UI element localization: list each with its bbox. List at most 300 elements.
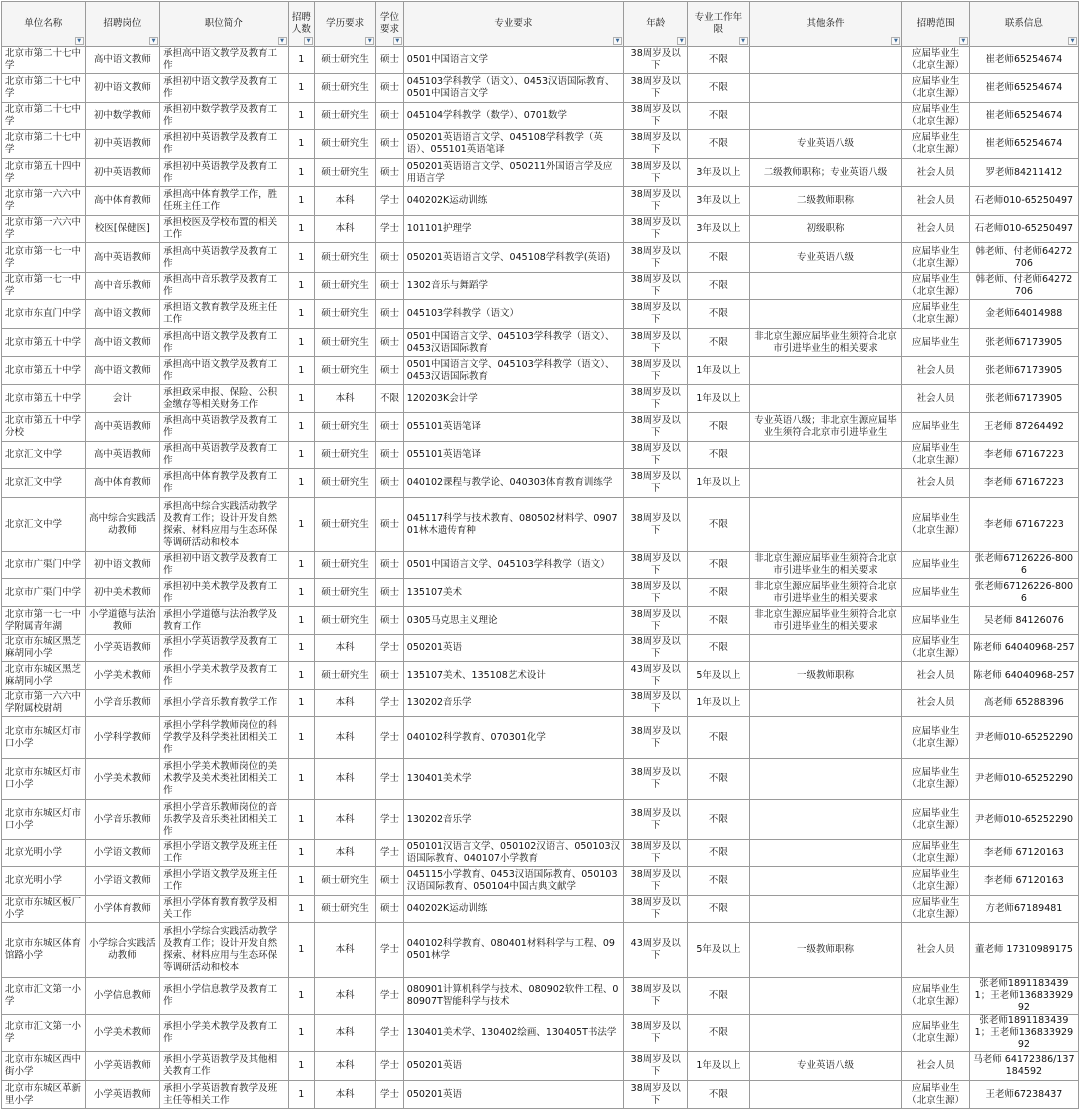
header-other-conditions[interactable]: 其他条件 ▼ [749,2,902,47]
cell-work-years[interactable]: 不限 [688,498,749,552]
cell-age[interactable]: 38周岁及以下 [624,273,688,300]
cell-work-years[interactable]: 不限 [688,130,749,159]
cell-work-years[interactable]: 5年及以上 [688,662,749,690]
cell-other-conditions[interactable]: 专业英语八级；非北京生源应届毕业生须符合北京市引进毕业生 [749,413,902,442]
cell-age[interactable]: 38周岁及以下 [624,413,688,442]
cell-position[interactable]: 校医[保健医] [85,216,159,243]
cell-age[interactable]: 38周岁及以下 [624,635,688,662]
cell-recruit-scope[interactable]: 应届毕业生（北京生源） [902,896,969,923]
cell-position[interactable]: 会计 [85,385,159,413]
cell-unit-name[interactable]: 北京市东城区西中街小学 [2,1052,86,1081]
filter-dropdown-icon[interactable]: ▼ [891,37,900,45]
cell-recruit-scope[interactable]: 应届毕业生（北京生源） [902,867,969,896]
cell-major[interactable]: 0501中国语言文学、045103学科教学（语文）、0453汉语国际教育 [403,357,623,385]
cell-recruit-scope[interactable]: 应届毕业生（北京生源） [902,442,969,469]
cell-age[interactable]: 43周岁及以下 [624,923,688,978]
cell-position[interactable]: 初中语文教师 [85,74,159,103]
cell-position[interactable]: 初中英语教师 [85,159,159,187]
cell-degree[interactable]: 硕士 [376,607,404,635]
cell-work-years[interactable]: 不限 [688,552,749,579]
cell-unit-name[interactable]: 北京市汇文第一小学 [2,1015,86,1052]
cell-degree[interactable]: 学士 [376,923,404,978]
cell-degree[interactable]: 学士 [376,717,404,759]
header-age[interactable]: 年龄 ▼ [624,2,688,47]
cell-position[interactable]: 小学英语教师 [85,1052,159,1081]
cell-degree[interactable]: 学士 [376,1015,404,1052]
cell-unit-name[interactable]: 北京市汇文第一小学 [2,978,86,1015]
cell-recruit-scope[interactable]: 应届毕业生（北京生源） [902,243,969,273]
cell-headcount[interactable]: 1 [288,867,315,896]
cell-degree[interactable]: 硕士 [376,442,404,469]
cell-other-conditions[interactable]: 一级教师职称 [749,923,902,978]
cell-headcount[interactable]: 1 [288,413,315,442]
cell-work-years[interactable]: 不限 [688,243,749,273]
header-contact[interactable]: 联系信息 ▼ [969,2,1078,47]
cell-degree[interactable]: 硕士 [376,469,404,498]
cell-major[interactable]: 101101护理学 [403,216,623,243]
cell-work-years[interactable]: 不限 [688,867,749,896]
cell-age[interactable]: 38周岁及以下 [624,759,688,800]
cell-recruit-scope[interactable]: 应届毕业生（北京生源） [902,759,969,800]
cell-other-conditions[interactable] [749,717,902,759]
cell-other-conditions[interactable] [749,442,902,469]
cell-contact[interactable]: 张老师18911834391；王老师13683392992 [969,1015,1078,1052]
cell-unit-name[interactable]: 北京市第一七一中学 [2,243,86,273]
cell-education[interactable]: 本科 [315,635,376,662]
cell-headcount[interactable]: 1 [288,442,315,469]
cell-education[interactable]: 硕士研究生 [315,498,376,552]
header-recruit-scope[interactable]: 招聘范围 ▼ [902,2,969,47]
cell-headcount[interactable]: 1 [288,357,315,385]
cell-degree[interactable]: 学士 [376,1052,404,1081]
cell-recruit-scope[interactable]: 社会人员 [902,357,969,385]
cell-job-description[interactable]: 承担小学科学教师岗位的科学教学及科学类社团相关工作 [160,717,289,759]
cell-headcount[interactable]: 1 [288,469,315,498]
cell-position[interactable]: 初中美术教师 [85,579,159,607]
cell-job-description[interactable]: 承担小学语文教学及班主任工作 [160,867,289,896]
cell-position[interactable]: 小学综合实践活动教师 [85,923,159,978]
cell-contact[interactable]: 崔老师65254674 [969,103,1078,130]
cell-other-conditions[interactable] [749,47,902,74]
cell-work-years[interactable]: 1年及以上 [688,469,749,498]
cell-other-conditions[interactable]: 专业英语八级 [749,1052,902,1081]
cell-headcount[interactable]: 1 [288,840,315,867]
cell-unit-name[interactable]: 北京市东城区灯市口小学 [2,717,86,759]
cell-job-description[interactable]: 承担小学信息教学及教育工作 [160,978,289,1015]
cell-job-description[interactable]: 承担初中英语教学及教育工作 [160,159,289,187]
cell-other-conditions[interactable] [749,498,902,552]
cell-recruit-scope[interactable]: 社会人员 [902,216,969,243]
filter-dropdown-icon[interactable]: ▼ [677,37,686,45]
cell-degree[interactable]: 硕士 [376,273,404,300]
cell-education[interactable]: 硕士研究生 [315,469,376,498]
cell-headcount[interactable]: 1 [288,187,315,216]
cell-age[interactable]: 38周岁及以下 [624,840,688,867]
cell-major[interactable]: 1302音乐与舞蹈学 [403,273,623,300]
cell-contact[interactable]: 崔老师65254674 [969,74,1078,103]
cell-degree[interactable]: 硕士 [376,47,404,74]
cell-age[interactable]: 38周岁及以下 [624,690,688,717]
cell-contact[interactable]: 韩老师、付老师64272706 [969,243,1078,273]
cell-age[interactable]: 38周岁及以下 [624,74,688,103]
cell-recruit-scope[interactable]: 应届毕业生 [902,579,969,607]
cell-headcount[interactable]: 1 [288,329,315,357]
cell-age[interactable]: 38周岁及以下 [624,896,688,923]
cell-education[interactable]: 本科 [315,978,376,1015]
cell-job-description[interactable]: 承担小学体育教育教学及相关工作 [160,896,289,923]
cell-work-years[interactable]: 3年及以上 [688,187,749,216]
cell-job-description[interactable]: 承担初中语文教学及教育工作 [160,552,289,579]
filter-dropdown-icon[interactable]: ▼ [393,37,402,45]
cell-headcount[interactable]: 1 [288,896,315,923]
cell-other-conditions[interactable]: 非北京生源应届毕业生须符合北京市引进毕业生的相关要求 [749,607,902,635]
cell-age[interactable]: 38周岁及以下 [624,159,688,187]
cell-education[interactable]: 本科 [315,759,376,800]
cell-education[interactable]: 硕士研究生 [315,896,376,923]
cell-age[interactable]: 38周岁及以下 [624,552,688,579]
cell-education[interactable]: 本科 [315,1015,376,1052]
cell-other-conditions[interactable] [749,978,902,1015]
cell-age[interactable]: 38周岁及以下 [624,243,688,273]
cell-degree[interactable]: 硕士 [376,130,404,159]
cell-headcount[interactable]: 1 [288,243,315,273]
cell-degree[interactable]: 硕士 [376,579,404,607]
cell-degree[interactable]: 不限 [376,385,404,413]
cell-degree[interactable]: 学士 [376,187,404,216]
cell-job-description[interactable]: 承担校医及学校布置的相关工作 [160,216,289,243]
cell-contact[interactable]: 崔老师65254674 [969,47,1078,74]
cell-job-description[interactable]: 承担初中语文教学及教育工作 [160,74,289,103]
cell-recruit-scope[interactable]: 应届毕业生（北京生源） [902,635,969,662]
cell-contact[interactable]: 张老师67126226-8006 [969,579,1078,607]
cell-major[interactable]: 040102科学教育、070301化学 [403,717,623,759]
cell-recruit-scope[interactable]: 应届毕业生 [902,413,969,442]
cell-work-years[interactable]: 不限 [688,47,749,74]
header-unit-name[interactable]: 单位名称 ▼ [2,2,86,47]
cell-other-conditions[interactable] [749,867,902,896]
cell-recruit-scope[interactable]: 应届毕业生（北京生源） [902,1015,969,1052]
cell-degree[interactable]: 学士 [376,1081,404,1109]
cell-major[interactable]: 040202K运动训练 [403,896,623,923]
cell-degree[interactable]: 硕士 [376,329,404,357]
cell-work-years[interactable]: 3年及以上 [688,216,749,243]
cell-age[interactable]: 38周岁及以下 [624,357,688,385]
cell-job-description[interactable]: 承担小学英语教学及教育工作 [160,635,289,662]
cell-job-description[interactable]: 承担小学英语教育教学及班主任等相关工作 [160,1081,289,1109]
cell-education[interactable]: 本科 [315,923,376,978]
header-major[interactable]: 专业要求 ▼ [403,2,623,47]
cell-degree[interactable]: 硕士 [376,867,404,896]
cell-work-years[interactable]: 不限 [688,300,749,329]
cell-recruit-scope[interactable]: 社会人员 [902,159,969,187]
cell-contact[interactable]: 方老师67189481 [969,896,1078,923]
cell-contact[interactable]: 李老师 67120163 [969,840,1078,867]
cell-other-conditions[interactable]: 一级教师职称 [749,662,902,690]
cell-job-description[interactable]: 承担小学音乐教育教学工作 [160,690,289,717]
cell-other-conditions[interactable] [749,273,902,300]
cell-work-years[interactable]: 不限 [688,413,749,442]
cell-job-description[interactable]: 承担初中美术教学及教育工作 [160,579,289,607]
cell-contact[interactable]: 王老师67238437 [969,1081,1078,1109]
cell-contact[interactable]: 李老师 67167223 [969,469,1078,498]
cell-major[interactable]: 040202K运动训练 [403,187,623,216]
cell-contact[interactable]: 张老师67173905 [969,329,1078,357]
cell-age[interactable]: 38周岁及以下 [624,187,688,216]
cell-job-description[interactable]: 承担小学综合实践活动教学及教育工作；设计开发自然探索、材料应用与生态环保等调研活动和校本 [160,923,289,978]
cell-other-conditions[interactable] [749,800,902,840]
cell-position[interactable]: 高中体育教师 [85,187,159,216]
cell-age[interactable]: 38周岁及以下 [624,47,688,74]
cell-contact[interactable]: 张老师67173905 [969,385,1078,413]
cell-unit-name[interactable]: 北京市第五十中学 [2,329,86,357]
cell-age[interactable]: 38周岁及以下 [624,442,688,469]
cell-work-years[interactable]: 不限 [688,896,749,923]
cell-recruit-scope[interactable]: 应届毕业生 [902,552,969,579]
cell-other-conditions[interactable] [749,300,902,329]
cell-recruit-scope[interactable]: 社会人员 [902,469,969,498]
cell-recruit-scope[interactable]: 社会人员 [902,923,969,978]
cell-position[interactable]: 小学语文教师 [85,840,159,867]
cell-degree[interactable]: 硕士 [376,896,404,923]
cell-education[interactable]: 本科 [315,800,376,840]
cell-education[interactable]: 本科 [315,1081,376,1109]
cell-job-description[interactable]: 承担高中音乐教学及教育工作 [160,273,289,300]
cell-work-years[interactable]: 不限 [688,442,749,469]
cell-major[interactable]: 045104学科教学（数学）、0701数学 [403,103,623,130]
cell-age[interactable]: 38周岁及以下 [624,800,688,840]
cell-headcount[interactable]: 1 [288,759,315,800]
cell-headcount[interactable]: 1 [288,717,315,759]
cell-contact[interactable]: 王老师 87264492 [969,413,1078,442]
cell-position[interactable]: 小学音乐教师 [85,800,159,840]
header-work-years[interactable]: 专业工作年限 ▼ [688,2,749,47]
cell-degree[interactable]: 硕士 [376,413,404,442]
cell-other-conditions[interactable] [749,1015,902,1052]
cell-job-description[interactable]: 承担高中英语教学及教育工作 [160,442,289,469]
cell-work-years[interactable]: 不限 [688,74,749,103]
cell-position[interactable]: 小学语文教师 [85,867,159,896]
cell-major[interactable]: 050201英语语言文学、045108学科教学（英语）、055101英语笔译 [403,130,623,159]
cell-major[interactable]: 130401美术学、130402绘画、130405T书法学 [403,1015,623,1052]
cell-other-conditions[interactable] [749,469,902,498]
cell-unit-name[interactable]: 北京市东城区体育馆路小学 [2,923,86,978]
cell-education[interactable]: 硕士研究生 [315,74,376,103]
cell-recruit-scope[interactable]: 应届毕业生（北京生源） [902,840,969,867]
header-headcount[interactable]: 招聘人数 ▼ [288,2,315,47]
cell-other-conditions[interactable] [749,103,902,130]
cell-unit-name[interactable]: 北京市东城区灯市口小学 [2,800,86,840]
cell-unit-name[interactable]: 北京市东城区灯市口小学 [2,759,86,800]
cell-position[interactable]: 初中语文教师 [85,552,159,579]
cell-other-conditions[interactable] [749,385,902,413]
cell-headcount[interactable]: 1 [288,103,315,130]
cell-age[interactable]: 38周岁及以下 [624,717,688,759]
cell-other-conditions[interactable]: 非北京生源应届毕业生须符合北京市引进毕业生的相关要求 [749,329,902,357]
cell-education[interactable]: 硕士研究生 [315,47,376,74]
cell-unit-name[interactable]: 北京光明小学 [2,867,86,896]
cell-job-description[interactable]: 承担高中综合实践活动教学及教育工作；设计开发自然探索、材料应用与生态环保等调研活动和校本 [160,498,289,552]
cell-age[interactable]: 38周岁及以下 [624,329,688,357]
cell-recruit-scope[interactable]: 社会人员 [902,385,969,413]
cell-job-description[interactable]: 承担高中英语教学及教育工作 [160,243,289,273]
cell-unit-name[interactable]: 北京汇文中学 [2,442,86,469]
cell-other-conditions[interactable] [749,896,902,923]
cell-major[interactable]: 130401美术学 [403,759,623,800]
cell-work-years[interactable]: 不限 [688,1015,749,1052]
cell-other-conditions[interactable]: 二级教师职称 [749,187,902,216]
cell-major[interactable]: 120203K会计学 [403,385,623,413]
cell-major[interactable]: 130202音乐学 [403,800,623,840]
cell-recruit-scope[interactable]: 应届毕业生（北京生源） [902,103,969,130]
cell-education[interactable]: 硕士研究生 [315,552,376,579]
cell-education[interactable]: 硕士研究生 [315,867,376,896]
cell-recruit-scope[interactable]: 应届毕业生（北京生源） [902,74,969,103]
cell-headcount[interactable]: 1 [288,385,315,413]
cell-other-conditions[interactable]: 专业英语八级 [749,243,902,273]
cell-education[interactable]: 硕士研究生 [315,273,376,300]
cell-major[interactable]: 055101英语笔译 [403,413,623,442]
cell-headcount[interactable]: 1 [288,690,315,717]
cell-position[interactable]: 高中英语教师 [85,442,159,469]
cell-unit-name[interactable]: 北京市第二十七中学 [2,47,86,74]
cell-unit-name[interactable]: 北京市东直门中学 [2,300,86,329]
cell-job-description[interactable]: 承担小学美术教学及教育工作 [160,662,289,690]
cell-contact[interactable]: 马老师 64172386/137184592 [969,1052,1078,1081]
cell-position[interactable]: 小学英语教师 [85,635,159,662]
cell-age[interactable]: 38周岁及以下 [624,607,688,635]
cell-education[interactable]: 硕士研究生 [315,579,376,607]
header-degree[interactable]: 学位要求 ▼ [376,2,404,47]
cell-headcount[interactable]: 1 [288,1015,315,1052]
cell-age[interactable]: 38周岁及以下 [624,469,688,498]
cell-unit-name[interactable]: 北京光明小学 [2,840,86,867]
cell-job-description[interactable]: 承担小学道德与法治教学及教育工作 [160,607,289,635]
cell-age[interactable]: 38周岁及以下 [624,498,688,552]
cell-contact[interactable]: 李老师 67120163 [969,867,1078,896]
filter-dropdown-icon[interactable]: ▼ [149,37,158,45]
cell-major[interactable]: 040102课程与教学论、040303体育教育训练学 [403,469,623,498]
cell-unit-name[interactable]: 北京市第一六六中学 [2,187,86,216]
cell-major[interactable]: 130202音乐学 [403,690,623,717]
cell-other-conditions[interactable]: 非北京生源应届毕业生须符合北京市引进毕业生的相关要求 [749,552,902,579]
cell-position[interactable]: 小学英语教师 [85,1081,159,1109]
cell-job-description[interactable]: 承担高中语文教学及教育工作 [160,357,289,385]
cell-job-description[interactable]: 承担高中语文教学及教育工作 [160,47,289,74]
cell-job-description[interactable]: 承担高中英语教学及教育工作 [160,413,289,442]
filter-dropdown-icon[interactable]: ▼ [613,37,622,45]
cell-job-description[interactable]: 承担小学英语教学及其他相关教育工作 [160,1052,289,1081]
cell-job-description[interactable]: 承担语文教育教学及班主任工作 [160,300,289,329]
cell-major[interactable]: 0501中国语言文学、045103学科教学（语文） [403,552,623,579]
cell-contact[interactable]: 陈老师 64040968-257 [969,635,1078,662]
cell-age[interactable]: 43周岁及以下 [624,662,688,690]
cell-recruit-scope[interactable]: 社会人员 [902,1052,969,1081]
cell-headcount[interactable]: 1 [288,1052,315,1081]
cell-headcount[interactable]: 1 [288,662,315,690]
cell-position[interactable]: 初中数学教师 [85,103,159,130]
cell-unit-name[interactable]: 北京市东城区革新里小学 [2,1081,86,1109]
cell-work-years[interactable]: 不限 [688,607,749,635]
cell-contact[interactable]: 石老师010-65250497 [969,216,1078,243]
cell-major[interactable]: 050201英语 [403,1081,623,1109]
cell-position[interactable]: 高中语文教师 [85,300,159,329]
cell-major[interactable]: 080901计算机科学与技术、080902软件工程、080907T智能科学与技术 [403,978,623,1015]
cell-other-conditions[interactable] [749,74,902,103]
cell-age[interactable]: 38周岁及以下 [624,216,688,243]
cell-unit-name[interactable]: 北京汇文中学 [2,469,86,498]
cell-job-description[interactable]: 承担小学美术教师岗位的美术教学及美术类社团相关工作 [160,759,289,800]
cell-job-description[interactable]: 承担初中英语教学及教育工作 [160,130,289,159]
cell-position[interactable]: 小学体育教师 [85,896,159,923]
cell-headcount[interactable]: 1 [288,800,315,840]
cell-contact[interactable]: 张老师18911834391；王老师13683392992 [969,978,1078,1015]
cell-job-description[interactable]: 承担高中语文教学及教育工作 [160,329,289,357]
cell-education[interactable]: 硕士研究生 [315,130,376,159]
cell-other-conditions[interactable] [749,690,902,717]
filter-dropdown-icon[interactable]: ▼ [959,37,968,45]
cell-job-description[interactable]: 承担高中体育教学工作，胜任班主任工作 [160,187,289,216]
cell-unit-name[interactable]: 北京市第二十七中学 [2,130,86,159]
cell-unit-name[interactable]: 北京市第一七一中学 [2,273,86,300]
cell-headcount[interactable]: 1 [288,607,315,635]
cell-work-years[interactable]: 不限 [688,978,749,1015]
cell-work-years[interactable]: 1年及以上 [688,385,749,413]
cell-degree[interactable]: 硕士 [376,103,404,130]
cell-degree[interactable]: 硕士 [376,662,404,690]
cell-education[interactable]: 硕士研究生 [315,357,376,385]
cell-age[interactable]: 38周岁及以下 [624,300,688,329]
cell-contact[interactable]: 尹老师010-65252290 [969,800,1078,840]
filter-dropdown-icon[interactable]: ▼ [278,37,287,45]
cell-degree[interactable]: 学士 [376,759,404,800]
filter-dropdown-icon[interactable]: ▼ [304,37,313,45]
header-position[interactable]: 招聘岗位 ▼ [85,2,159,47]
cell-position[interactable]: 小学美术教师 [85,662,159,690]
cell-contact[interactable]: 韩老师、付老师64272706 [969,273,1078,300]
cell-contact[interactable]: 高老师 65288396 [969,690,1078,717]
cell-headcount[interactable]: 1 [288,552,315,579]
cell-recruit-scope[interactable]: 社会人员 [902,187,969,216]
cell-other-conditions[interactable] [749,635,902,662]
cell-unit-name[interactable]: 北京市第一六六中学 [2,216,86,243]
filter-dropdown-icon[interactable]: ▼ [1068,37,1077,45]
cell-contact[interactable]: 尹老师010-65252290 [969,759,1078,800]
cell-position[interactable]: 高中音乐教师 [85,273,159,300]
cell-other-conditions[interactable] [749,1081,902,1109]
cell-unit-name[interactable]: 北京市东城区黑芝麻胡同小学 [2,662,86,690]
cell-major[interactable]: 045103学科教学（语文）、0453汉语国际教育、0501中国语言文学 [403,74,623,103]
cell-unit-name[interactable]: 北京市第五十四中学 [2,159,86,187]
cell-work-years[interactable]: 1年及以上 [688,357,749,385]
cell-degree[interactable]: 学士 [376,800,404,840]
cell-work-years[interactable]: 1年及以上 [688,690,749,717]
cell-contact[interactable]: 罗老师84211412 [969,159,1078,187]
cell-age[interactable]: 38周岁及以下 [624,579,688,607]
cell-work-years[interactable]: 5年及以上 [688,923,749,978]
cell-unit-name[interactable]: 北京市广渠门中学 [2,579,86,607]
cell-degree[interactable]: 硕士 [376,300,404,329]
cell-position[interactable]: 初中英语教师 [85,130,159,159]
cell-major[interactable]: 0305马克思主义理论 [403,607,623,635]
cell-recruit-scope[interactable]: 应届毕业生（北京生源） [902,717,969,759]
cell-unit-name[interactable]: 北京汇文中学 [2,498,86,552]
cell-position[interactable]: 小学道德与法治教师 [85,607,159,635]
cell-job-description[interactable]: 承担小学美术教学及教育工作 [160,1015,289,1052]
cell-recruit-scope[interactable]: 应届毕业生（北京生源） [902,300,969,329]
cell-degree[interactable]: 学士 [376,978,404,1015]
cell-position[interactable]: 高中综合实践活动教师 [85,498,159,552]
cell-age[interactable]: 38周岁及以下 [624,867,688,896]
